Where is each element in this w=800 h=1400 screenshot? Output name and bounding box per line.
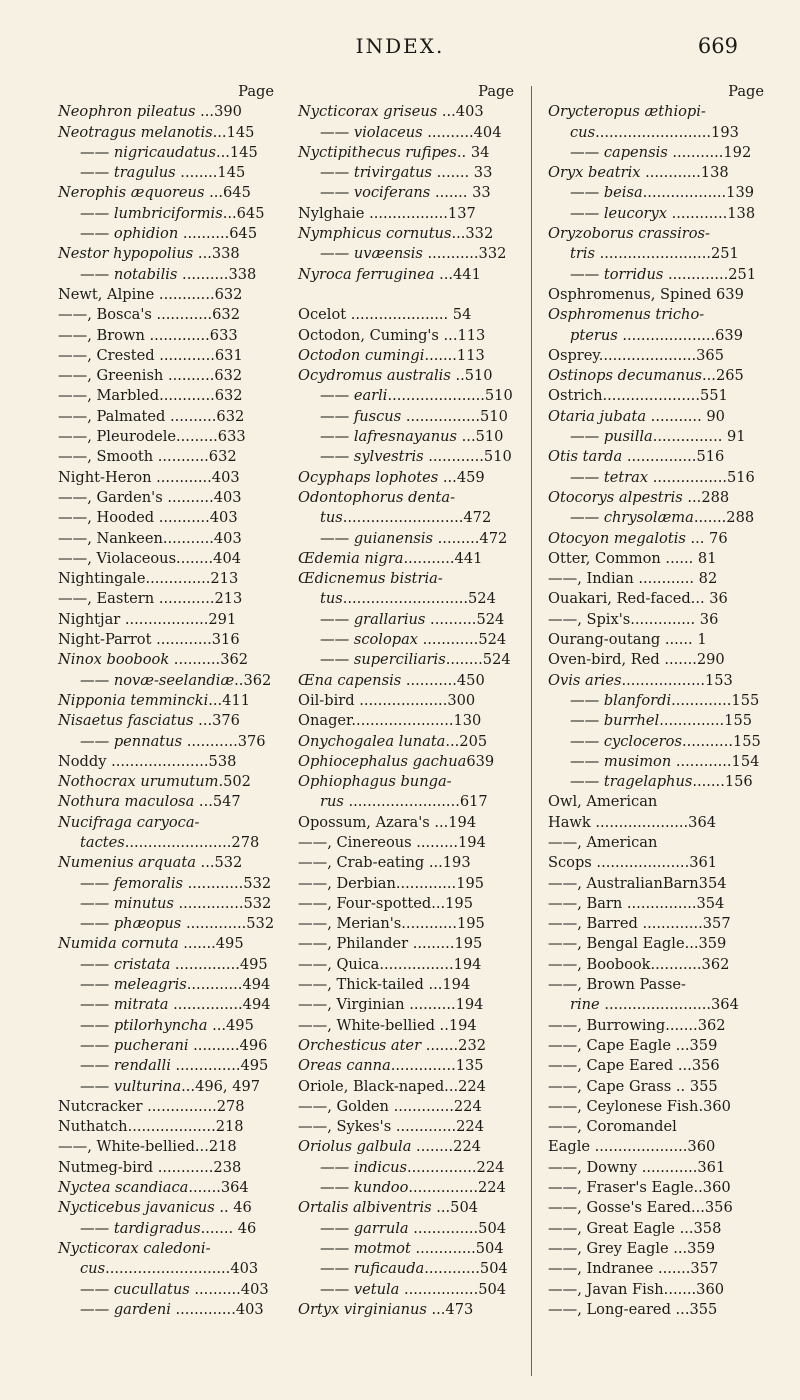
index-entry: Oil-bird ...................300 — [298, 691, 476, 709]
index-entry: ——, Greenish ..........632 — [58, 367, 243, 385]
index-entry: —— cucullatus ..........403 — [80, 1280, 269, 1298]
index-entry: Nothura maculosa ...547 — [58, 793, 241, 811]
index-entry: Owl, American — [548, 793, 658, 811]
index-entry: ——, Gosse's Eared...356 — [548, 1199, 733, 1217]
index-entry: Ouakari, Red-faced... 36 — [548, 590, 728, 608]
index-entry: —— violaceus ..........404 — [320, 123, 502, 141]
index-entry: pterus ....................639 — [570, 326, 743, 344]
index-entry: ——, American — [548, 833, 658, 851]
index-entry: —— fuscus ................510 — [320, 407, 508, 425]
index-entry: ——, Barred .............357 — [548, 915, 731, 933]
index-entry: Otocyon megalotis ... 76 — [548, 529, 728, 547]
index-entry: Noddy .....................538 — [58, 752, 237, 770]
index-entry: Nylghaie .................137 — [298, 204, 476, 222]
index-entry: Ninox boobook ..........362 — [58, 651, 249, 669]
index-entry: ——, Virginian ..........194 — [298, 996, 484, 1014]
index-entry: Octodon cumingi.......113 — [298, 346, 485, 364]
index-entry: Oreas canna..............135 — [298, 1057, 484, 1075]
index-entry: Nipponia temmincki...411 — [58, 691, 251, 709]
index-entry: ——, AustralianBarn354 — [548, 874, 727, 892]
index-entry: ——, Palmated ..........632 — [58, 407, 245, 425]
index-entry: —— notabilis ..........338 — [80, 265, 257, 283]
index-entry: Orchesticus ater .......232 — [298, 1036, 487, 1054]
running-head — [0, 34, 800, 64]
index-entry: —— minutus ..............532 — [80, 894, 272, 912]
index-entry: Nutmeg-bird ............238 — [58, 1158, 242, 1176]
index-entry: —— sylvestris ............510 — [320, 448, 512, 466]
index-entry: Oryzoborus crassiros- — [548, 225, 710, 243]
index-entry: ——, Bosca's ............632 — [58, 306, 241, 324]
index-entry: Opossum, Azara's ...194 — [298, 813, 477, 831]
index-entry: —— indicus...............224 — [320, 1158, 505, 1176]
index-entry: Ortyx virginianus ...473 — [298, 1300, 474, 1318]
index-entry: —— motmot .............504 — [320, 1239, 504, 1257]
index-entry: tus...........................524 — [320, 590, 496, 608]
index-entry: Nuthatch...................218 — [58, 1118, 244, 1136]
index-entry: ——, Violaceous........404 — [58, 549, 242, 567]
index-entry: ——, Downy ............361 — [548, 1158, 726, 1176]
index-entry: Ortalis albiventris ...504 — [298, 1199, 479, 1217]
index-entry: Otis tarda ...............516 — [548, 448, 725, 466]
index-entry: Night-Parrot ............316 — [58, 631, 240, 649]
index-entry: —— femoralis ............532 — [80, 874, 272, 892]
index-entry: —— trivirgatus ....... 33 — [320, 164, 493, 182]
index-entry: —— pusilla............... 91 — [570, 428, 746, 446]
index-entry: ——, Coromandel — [548, 1118, 677, 1136]
index-entry: ——, Crested ............631 — [58, 346, 243, 364]
index-entry: —— cristata ..............495 — [80, 955, 268, 973]
index-entry: Œdicnemus bistria- — [298, 570, 443, 588]
index-entry: ——, Cape Grass .. 355 — [548, 1077, 718, 1095]
index-column-2 — [298, 82, 518, 1320]
index-entry: ——, Cinereous .........194 — [298, 833, 486, 851]
index-entry: ——, Philander .........195 — [298, 935, 483, 953]
index-entry: —— tardigradus....... 46 — [80, 1219, 257, 1237]
index-entry: Nyroca ferruginea ...441 — [298, 265, 481, 283]
index-entry: ——, Bengal Eagle...359 — [548, 935, 727, 953]
column-page-label: Page — [728, 83, 764, 100]
index-entry: —— beisa..................139 — [570, 184, 755, 202]
index-entry: —— ruficauda............504 — [320, 1260, 508, 1278]
index-entry: ——, Smooth ...........632 — [58, 448, 237, 466]
index-entry: Nyctipithecus rufipes.. 34 — [298, 143, 490, 161]
index-entry: ——, Brown Passe- — [548, 976, 686, 994]
index-entry: ——, Indian ............ 82 — [548, 570, 718, 588]
index-entry: ——, Burrowing.......362 — [548, 1016, 726, 1034]
index-entry: Neophron pileatus ...390 — [58, 103, 242, 121]
index-entry: Ostinops decumanus...265 — [548, 367, 744, 385]
index-entry: —— vulturina...496, 497 — [80, 1077, 261, 1095]
index-entry: ——, Brown .............633 — [58, 326, 238, 344]
index-entry: —— ophidion ..........645 — [80, 225, 258, 243]
index-entry: ——, Grey Eagle ...359 — [548, 1239, 716, 1257]
index-entry: ——, Cape Eagle ...359 — [548, 1036, 718, 1054]
index-entry: Oryx beatrix ............138 — [548, 164, 729, 182]
index-entry: Octodon, Cuming's ...113 — [298, 326, 486, 344]
index-entry: Nucifraga caryoca- — [58, 813, 200, 831]
index-entry: —— earli.....................510 — [320, 387, 513, 405]
index-entry: ——, White-bellied...218 — [58, 1138, 237, 1156]
index-entry: Nyctea scandiaca.......364 — [58, 1179, 249, 1197]
index-entry: Onychogalea lunata...205 — [298, 732, 488, 750]
index-columns — [58, 82, 764, 1382]
column-divider — [531, 86, 532, 1376]
index-entry: ——, Thick-tailed ...194 — [298, 976, 471, 994]
index-entry: Ophiophagus bunga- — [298, 773, 452, 791]
column-page-label: Page — [478, 83, 514, 100]
index-entry: —— vetula ................504 — [320, 1280, 507, 1298]
index-entry: —— capensis ...........192 — [570, 143, 752, 161]
index-entry: Ocelot ..................... 54 — [298, 306, 472, 324]
index-entry: —— garrula ..............504 — [320, 1219, 507, 1237]
index-entry: ——, Barn ...............354 — [548, 894, 725, 912]
index-entry: —— novæ-seelandiæ..362 — [80, 671, 272, 689]
index-entry: —— cycloceros...........155 — [570, 732, 761, 750]
index-entry: Ovis aries..................153 — [548, 671, 733, 689]
index-entry: Nymphicus cornutus...332 — [298, 225, 494, 243]
index-entry: tactes.......................278 — [80, 833, 260, 851]
index-entry: Eagle ....................360 — [548, 1138, 716, 1156]
index-entry: —— kundoo...............224 — [320, 1179, 506, 1197]
index-entry: ——, Great Eagle ...358 — [548, 1219, 722, 1237]
index-entry: —— leucoryx ............138 — [570, 204, 756, 222]
index-entry: Ostrich.....................551 — [548, 387, 728, 405]
index-entry: —— gardeni .............403 — [80, 1300, 264, 1318]
page-title: INDEX. — [355, 34, 445, 58]
index-entry: —— tetrax ................516 — [570, 468, 755, 486]
index-entry: Ophiocephalus gachua639 — [298, 752, 495, 770]
index-entry: —— vociferans ....... 33 — [320, 184, 491, 202]
index-entry: Nycticebus javanicus .. 46 — [58, 1199, 252, 1217]
index-entry: tus..........................472 — [320, 509, 492, 527]
index-entry: Œna capensis ...........450 — [298, 671, 485, 689]
index-entry: Numenius arquata ...532 — [58, 854, 243, 872]
index-entry: ——, Derbian.............195 — [298, 874, 485, 892]
index-entry: Oven-bird, Red .......290 — [548, 651, 725, 669]
index-entry: Ocydromus australis ..510 — [298, 367, 493, 385]
index-entry: —— tragulus ........145 — [80, 164, 246, 182]
index-entry: ——, Pleurodele.........633 — [58, 428, 246, 446]
index-entry: Newt, Alpine ............632 — [58, 285, 243, 303]
index-entry: Nestor hypopolius ...338 — [58, 245, 240, 263]
index-entry: —— scolopax ............524 — [320, 631, 507, 649]
index-entry: ——, Garden's ..........403 — [58, 488, 242, 506]
index-entry: —— chrysolæma.......288 — [570, 509, 755, 527]
index-column-3 — [548, 82, 768, 1320]
index-entry: ——, Hooded ...........403 — [58, 509, 238, 527]
index-entry: —— tragelaphus.......156 — [570, 773, 753, 791]
index-entry: —— meleagris............494 — [80, 976, 271, 994]
index-entry: —— nigricaudatus...145 — [80, 143, 258, 161]
index-entry: —— pucherani ..........496 — [80, 1036, 268, 1054]
index-entry: Ourang-outang ...... 1 — [548, 631, 707, 649]
index-entry: —— ptilorhyncha ...495 — [80, 1016, 254, 1034]
index-entry: cus...........................403 — [80, 1260, 259, 1278]
index-entry: Oriolus galbula ........224 — [298, 1138, 482, 1156]
index-entry: Scops ....................361 — [548, 854, 718, 872]
index-entry: Nightingale..............213 — [58, 570, 239, 588]
index-entry: ——, Four-spotted...195 — [298, 894, 473, 912]
index-entry: Nutcracker ...............278 — [58, 1097, 245, 1115]
index-entry: Nycticorax griseus ...403 — [298, 103, 484, 121]
index-entry: ——, White-bellied ..194 — [298, 1016, 477, 1034]
index-entry: ——, Boobook...........362 — [548, 955, 730, 973]
index-entry: —— mitrata ...............494 — [80, 996, 271, 1014]
page-number: 669 — [697, 34, 738, 58]
index-entry: Nerophis æquoreus ...645 — [58, 184, 251, 202]
index-entry: Onager......................130 — [298, 712, 482, 730]
index-entry: ——, Sykes's .............224 — [298, 1118, 484, 1136]
index-entry: ——, Merian's............195 — [298, 915, 485, 933]
index-entry: ——, Quica................194 — [298, 955, 482, 973]
index-entry: ——, Cape Eared ...356 — [548, 1057, 720, 1075]
index-entry: Nycticorax caledoni- — [58, 1239, 211, 1257]
index-entry: —— uvæensis ...........332 — [320, 245, 507, 263]
index-entry: Nisaetus fasciatus ...376 — [58, 712, 240, 730]
index-entry: Otaria jubata ........... 90 — [548, 407, 725, 425]
index-entry: Night-Heron ............403 — [58, 468, 240, 486]
index-entry: Nightjar ..................291 — [58, 610, 237, 628]
index-entry: —— lumbriciformis...645 — [80, 204, 265, 222]
index-entry: —— blanfordi.............155 — [570, 691, 760, 709]
index-entry: ——, Javan Fish.......360 — [548, 1280, 725, 1298]
index-entry: Œdemia nigra...........441 — [298, 549, 483, 567]
index-entry: —— burrhel..............155 — [570, 712, 753, 730]
index-entry: Odontophorus denta- — [298, 488, 456, 506]
index-entry: ——, Indranee .......357 — [548, 1260, 719, 1278]
index-entry: Osphromenus, Spined 639 — [548, 285, 744, 303]
index-entry: ——, Spix's.............. 36 — [548, 610, 719, 628]
section-gap — [298, 285, 518, 305]
index-entry: Hawk ....................364 — [548, 813, 717, 831]
index-entry: rus ........................617 — [320, 793, 488, 811]
index-entry: Osprey.....................365 — [548, 346, 724, 364]
index-entry: Orycteropus æthiopi- — [548, 103, 706, 121]
index-entry: Ocyphaps lophotes ...459 — [298, 468, 485, 486]
index-entry: —— pennatus ...........376 — [80, 732, 266, 750]
index-entry: —— torridus .............251 — [570, 265, 757, 283]
index-entry: —— superciliaris........524 — [320, 651, 511, 669]
index-entry: ——, Eastern ............213 — [58, 590, 243, 608]
index-entry: —— musimon ............154 — [570, 752, 760, 770]
index-entry: Otocorys alpestris ...288 — [548, 488, 730, 506]
index-entry: —— grallarius ..........524 — [320, 610, 505, 628]
index-entry: —— rendalli ..............495 — [80, 1057, 269, 1075]
index-entry: ——, Ceylonese Fish.360 — [548, 1097, 731, 1115]
index-entry: Otter, Common ...... 81 — [548, 549, 717, 567]
index-entry: ——, Fraser's Eagle..360 — [548, 1179, 731, 1197]
index-entry: rine .......................364 — [570, 996, 739, 1014]
index-entry: —— phæopus .............532 — [80, 915, 275, 933]
index-entry: ——, Crab-eating ...193 — [298, 854, 471, 872]
index-entry: Oriole, Black-naped...224 — [298, 1077, 486, 1095]
index-entry: ——, Golden .............224 — [298, 1097, 482, 1115]
index-entry: —— guianensis .........472 — [320, 529, 508, 547]
index-entry: Osphromenus tricho- — [548, 306, 705, 324]
index-entry: cus.........................193 — [570, 123, 739, 141]
index-entry: ——, Nankeen...........403 — [58, 529, 242, 547]
index-entry: ——, Long-eared ...355 — [548, 1300, 718, 1318]
index-column-1 — [58, 82, 278, 1320]
index-entry: tris ........................251 — [570, 245, 739, 263]
index-entry: ——, Marbled............632 — [58, 387, 243, 405]
index-entry: —— lafresnayanus ...510 — [320, 428, 504, 446]
index-entry: Numida cornuta .......495 — [58, 935, 244, 953]
index-entry: Nothocrax urumutum.502 — [58, 773, 251, 791]
index-entry: Neotragus melanotis...145 — [58, 123, 255, 141]
column-page-label: Page — [238, 83, 274, 100]
